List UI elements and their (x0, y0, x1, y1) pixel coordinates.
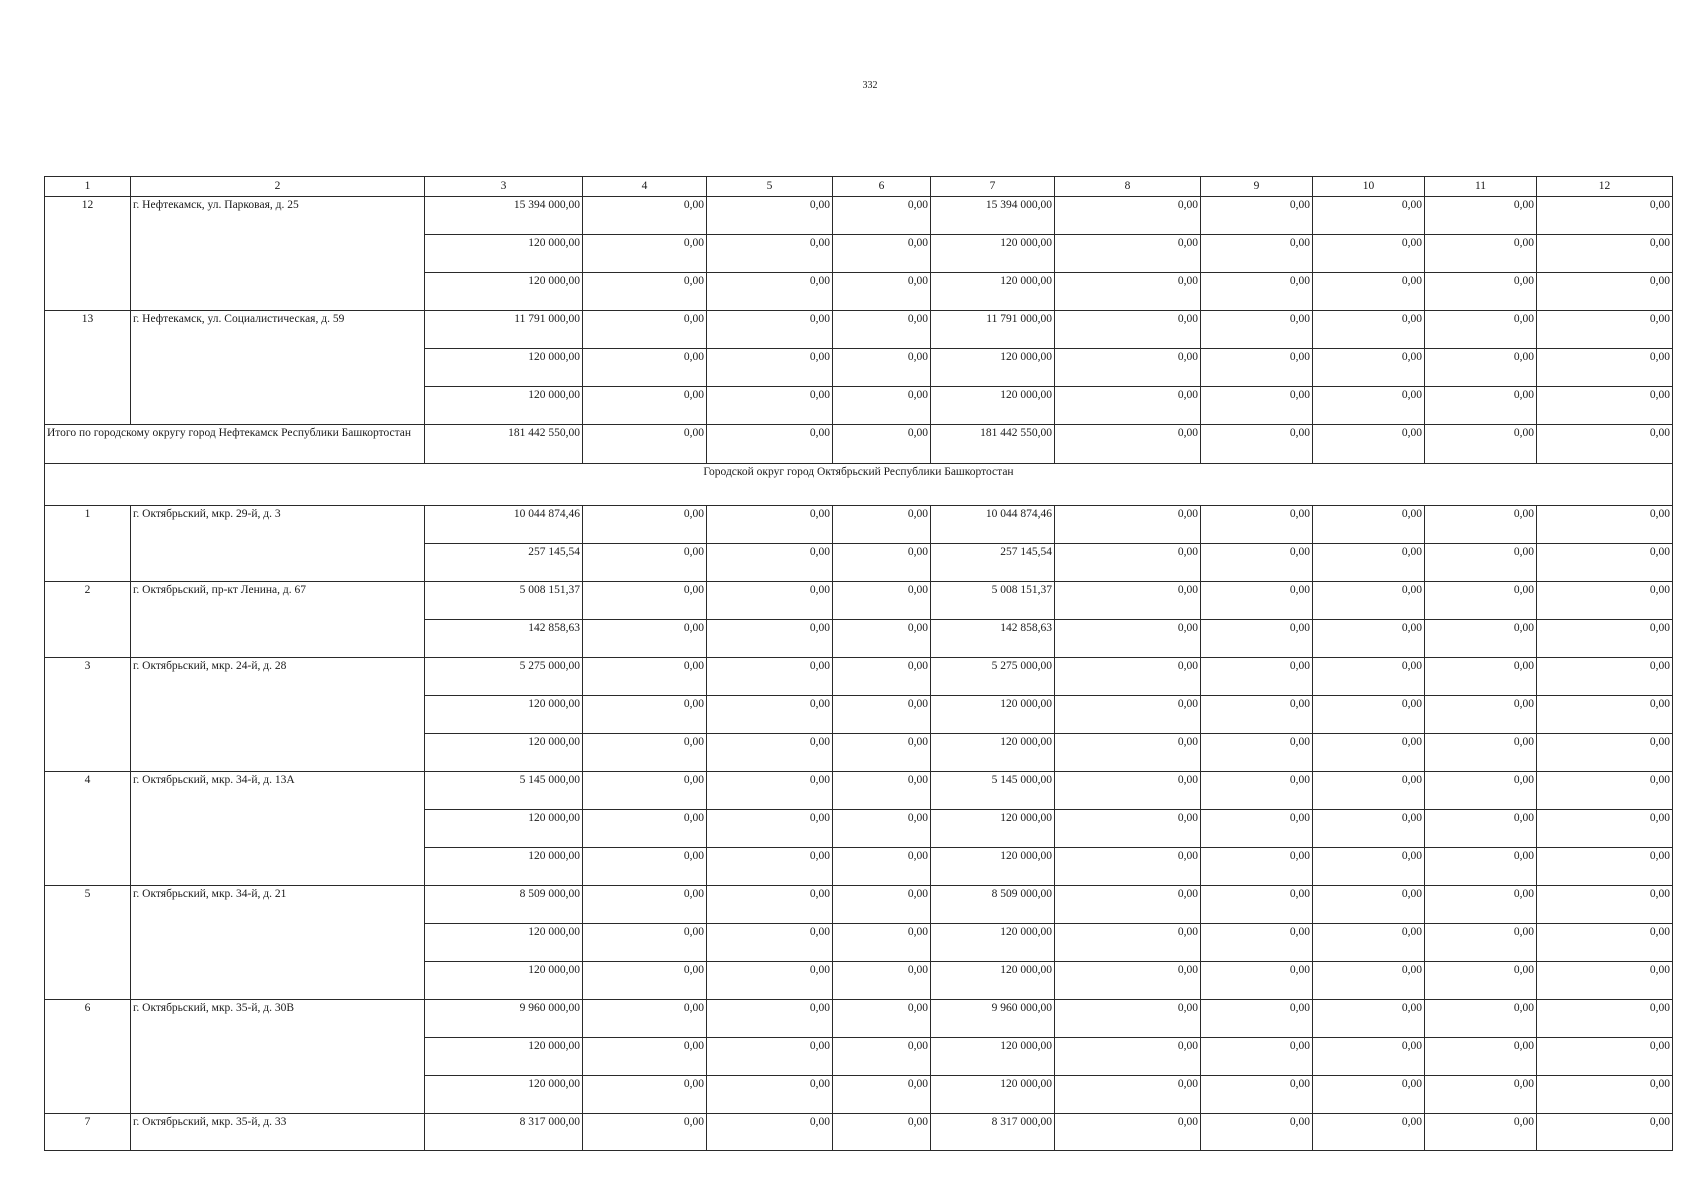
amount-cell: 0,00 (1425, 1038, 1537, 1076)
amount-cell: 120 000,00 (931, 734, 1055, 772)
table-body (45, 177, 1673, 1151)
amount-cell: 0,00 (1425, 197, 1537, 235)
amount-cell: 0,00 (1201, 810, 1313, 848)
row-index: 5 (45, 886, 131, 1000)
amount-cell: 0,00 (1537, 658, 1673, 696)
amount-cell: 0,00 (1201, 696, 1313, 734)
amount-cell: 0,00 (1425, 734, 1537, 772)
amount-cell: 0,00 (707, 387, 833, 425)
amount-cell: 0,00 (707, 962, 833, 1000)
amount-cell: 0,00 (1537, 848, 1673, 886)
amount-cell: 0,00 (707, 273, 833, 311)
amount-cell: 0,00 (1313, 924, 1425, 962)
amount-cell: 0,00 (1313, 349, 1425, 387)
amount-cell: 0,00 (583, 582, 707, 620)
amount-cell: 0,00 (1537, 273, 1673, 311)
amount-cell: 0,00 (1313, 848, 1425, 886)
amount-cell: 0,00 (833, 962, 931, 1000)
amount-cell: 0,00 (583, 734, 707, 772)
address-cell: г. Октябрьский, мкр. 29-й, д. 3 (131, 506, 425, 582)
amount-cell: 10 044 874,46 (931, 506, 1055, 544)
amount-cell: 0,00 (583, 311, 707, 349)
amount-cell: 0,00 (583, 387, 707, 425)
amount-cell: 0,00 (1055, 273, 1201, 311)
amount-cell: 0,00 (1201, 620, 1313, 658)
amount-cell: 5 275 000,00 (931, 658, 1055, 696)
amount-cell: 0,00 (833, 620, 931, 658)
column-number-header: 7 (931, 177, 1055, 197)
amount-cell: 0,00 (1313, 311, 1425, 349)
amount-cell: 0,00 (833, 772, 931, 810)
amount-cell: 0,00 (707, 506, 833, 544)
amount-cell: 0,00 (583, 506, 707, 544)
amount-cell: 120 000,00 (931, 1038, 1055, 1076)
address-cell: г. Октябрьский, мкр. 34-й, д. 13А (131, 772, 425, 886)
address-cell: г. Октябрьский, мкр. 35-й, д. 33 (131, 1114, 425, 1151)
amount-cell: 0,00 (1055, 1076, 1201, 1114)
amount-cell: 0,00 (583, 886, 707, 924)
row-index: 1 (45, 506, 131, 582)
amount-cell: 0,00 (583, 962, 707, 1000)
amount-cell: 0,00 (1425, 349, 1537, 387)
amount-cell: 0,00 (707, 658, 833, 696)
table-row (45, 1000, 1673, 1038)
amount-cell: 0,00 (1313, 962, 1425, 1000)
section-title: Городской округ город Октябрьский Республики Башкортостан (45, 464, 1673, 506)
amount-cell: 0,00 (1055, 506, 1201, 544)
amount-cell: 0,00 (1425, 620, 1537, 658)
amount-cell: 0,00 (1313, 658, 1425, 696)
amount-cell: 0,00 (1537, 506, 1673, 544)
address-cell: г. Октябрьский, мкр. 35-й, д. 30В (131, 1000, 425, 1114)
total-amount-cell: 0,00 (707, 425, 833, 464)
amount-cell: 15 394 000,00 (425, 197, 583, 235)
amount-cell: 0,00 (1313, 197, 1425, 235)
amount-cell: 0,00 (1425, 886, 1537, 924)
budget-table (44, 176, 1673, 1151)
amount-cell: 0,00 (833, 544, 931, 582)
amount-cell: 120 000,00 (931, 810, 1055, 848)
amount-cell: 0,00 (583, 544, 707, 582)
amount-cell: 0,00 (1313, 273, 1425, 311)
amount-cell: 0,00 (583, 810, 707, 848)
table-row (45, 1114, 1673, 1151)
amount-cell: 11 791 000,00 (425, 311, 583, 349)
amount-cell: 0,00 (1425, 582, 1537, 620)
row-index: 12 (45, 197, 131, 311)
amount-cell: 0,00 (1537, 772, 1673, 810)
column-number-header: 9 (1201, 177, 1313, 197)
amount-cell: 0,00 (1425, 962, 1537, 1000)
amount-cell: 0,00 (1425, 235, 1537, 273)
amount-cell: 0,00 (1201, 273, 1313, 311)
page-number: 332 (862, 80, 878, 91)
amount-cell: 8 317 000,00 (931, 1114, 1055, 1151)
amount-cell: 8 317 000,00 (425, 1114, 583, 1151)
amount-cell: 0,00 (1537, 810, 1673, 848)
amount-cell: 0,00 (1201, 962, 1313, 1000)
amount-cell: 0,00 (707, 772, 833, 810)
row-index: 3 (45, 658, 131, 772)
amount-cell: 0,00 (1055, 311, 1201, 349)
amount-cell: 120 000,00 (425, 273, 583, 311)
amount-cell: 257 145,54 (931, 544, 1055, 582)
amount-cell: 0,00 (707, 810, 833, 848)
amount-cell: 0,00 (1537, 1000, 1673, 1038)
amount-cell: 0,00 (1055, 387, 1201, 425)
column-number-header: 1 (45, 177, 131, 197)
amount-cell: 0,00 (833, 273, 931, 311)
amount-cell: 0,00 (583, 658, 707, 696)
amount-cell: 0,00 (833, 696, 931, 734)
row-index: 13 (45, 311, 131, 425)
amount-cell: 0,00 (707, 1038, 833, 1076)
amount-cell: 0,00 (1201, 506, 1313, 544)
amount-cell: 0,00 (1537, 311, 1673, 349)
amount-cell: 9 960 000,00 (425, 1000, 583, 1038)
amount-cell: 0,00 (707, 544, 833, 582)
address-cell: г. Октябрьский, мкр. 24-й, д. 28 (131, 658, 425, 772)
amount-cell: 0,00 (707, 620, 833, 658)
amount-cell: 0,00 (1425, 1114, 1537, 1151)
amount-cell: 0,00 (1537, 886, 1673, 924)
column-number-row (45, 177, 1673, 197)
table-row (45, 772, 1673, 810)
amount-cell: 0,00 (707, 197, 833, 235)
amount-cell: 0,00 (1425, 1000, 1537, 1038)
amount-cell: 0,00 (707, 734, 833, 772)
amount-cell: 0,00 (1537, 1038, 1673, 1076)
amount-cell: 0,00 (583, 1076, 707, 1114)
total-amount-cell: 181 442 550,00 (425, 425, 583, 464)
total-amount-cell: 181 442 550,00 (931, 425, 1055, 464)
amount-cell: 0,00 (1313, 886, 1425, 924)
amount-cell: 5 008 151,37 (931, 582, 1055, 620)
amount-cell: 0,00 (1055, 1000, 1201, 1038)
total-amount-cell: 0,00 (1537, 425, 1673, 464)
column-number-header: 12 (1537, 177, 1673, 197)
amount-cell: 0,00 (707, 924, 833, 962)
amount-cell: 0,00 (1055, 235, 1201, 273)
amount-cell: 0,00 (833, 1038, 931, 1076)
amount-cell: 0,00 (833, 582, 931, 620)
amount-cell: 0,00 (707, 311, 833, 349)
amount-cell: 0,00 (833, 848, 931, 886)
amount-cell: 0,00 (1537, 235, 1673, 273)
amount-cell: 120 000,00 (425, 924, 583, 962)
amount-cell: 0,00 (707, 1076, 833, 1114)
table-row (45, 197, 1673, 235)
amount-cell: 120 000,00 (425, 734, 583, 772)
amount-cell: 0,00 (1055, 696, 1201, 734)
amount-cell: 0,00 (1055, 886, 1201, 924)
amount-cell: 120 000,00 (425, 848, 583, 886)
amount-cell: 120 000,00 (425, 1038, 583, 1076)
amount-cell: 0,00 (1425, 1076, 1537, 1114)
address-cell: г. Нефтекамск, ул. Парковая, д. 25 (131, 197, 425, 311)
total-amount-cell: 0,00 (1425, 425, 1537, 464)
amount-cell: 0,00 (833, 349, 931, 387)
amount-cell: 0,00 (1313, 235, 1425, 273)
amount-cell: 0,00 (1313, 506, 1425, 544)
amount-cell: 0,00 (583, 1000, 707, 1038)
amount-cell: 0,00 (1313, 620, 1425, 658)
amount-cell: 0,00 (583, 349, 707, 387)
amount-cell: 0,00 (1313, 810, 1425, 848)
amount-cell: 0,00 (707, 349, 833, 387)
amount-cell: 0,00 (1313, 734, 1425, 772)
amount-cell: 120 000,00 (931, 962, 1055, 1000)
amount-cell: 120 000,00 (425, 1076, 583, 1114)
amount-cell: 120 000,00 (931, 349, 1055, 387)
amount-cell: 0,00 (833, 658, 931, 696)
amount-cell: 0,00 (1425, 506, 1537, 544)
amount-cell: 0,00 (1537, 349, 1673, 387)
total-label: Итого по городскому округу город Нефтекамск Республики Башкортостан (45, 425, 425, 464)
amount-cell: 120 000,00 (931, 387, 1055, 425)
amount-cell: 0,00 (1055, 848, 1201, 886)
table-row (45, 506, 1673, 544)
row-index: 2 (45, 582, 131, 658)
address-cell: г. Нефтекамск, ул. Социалистическая, д. 59 (131, 311, 425, 425)
address-cell: г. Октябрьский, мкр. 34-й, д. 21 (131, 886, 425, 1000)
amount-cell: 0,00 (833, 924, 931, 962)
table-row (45, 886, 1673, 924)
column-number-header: 3 (425, 177, 583, 197)
amount-cell: 0,00 (1537, 924, 1673, 962)
amount-cell: 0,00 (583, 620, 707, 658)
amount-cell: 0,00 (1201, 658, 1313, 696)
row-index: 6 (45, 1000, 131, 1114)
amount-cell: 0,00 (1313, 1000, 1425, 1038)
amount-cell: 0,00 (1425, 772, 1537, 810)
table-row (45, 582, 1673, 620)
row-index: 7 (45, 1114, 131, 1151)
total-amount-cell: 0,00 (1201, 425, 1313, 464)
amount-cell: 0,00 (583, 1038, 707, 1076)
amount-cell: 0,00 (1313, 1114, 1425, 1151)
amount-cell: 0,00 (833, 311, 931, 349)
amount-cell: 0,00 (1425, 273, 1537, 311)
total-amount-cell: 0,00 (833, 425, 931, 464)
amount-cell: 0,00 (1537, 1114, 1673, 1151)
amount-cell: 0,00 (833, 235, 931, 273)
amount-cell: 0,00 (1425, 544, 1537, 582)
amount-cell: 0,00 (707, 235, 833, 273)
amount-cell: 0,00 (1425, 810, 1537, 848)
amount-cell: 120 000,00 (425, 349, 583, 387)
amount-cell: 15 394 000,00 (931, 197, 1055, 235)
amount-cell: 0,00 (1055, 349, 1201, 387)
amount-cell: 0,00 (1201, 387, 1313, 425)
amount-cell: 5 008 151,37 (425, 582, 583, 620)
amount-cell: 0,00 (1425, 387, 1537, 425)
amount-cell: 0,00 (1201, 544, 1313, 582)
amount-cell: 0,00 (583, 235, 707, 273)
amount-cell: 142 858,63 (931, 620, 1055, 658)
amount-cell: 0,00 (1201, 582, 1313, 620)
amount-cell: 5 145 000,00 (425, 772, 583, 810)
table-row (45, 311, 1673, 349)
amount-cell: 0,00 (1201, 1038, 1313, 1076)
amount-cell: 0,00 (1055, 734, 1201, 772)
amount-cell: 0,00 (833, 506, 931, 544)
amount-cell: 0,00 (1201, 235, 1313, 273)
amount-cell: 120 000,00 (931, 235, 1055, 273)
column-number-header: 2 (131, 177, 425, 197)
amount-cell: 0,00 (833, 1000, 931, 1038)
amount-cell: 0,00 (1055, 544, 1201, 582)
amount-cell: 11 791 000,00 (931, 311, 1055, 349)
section-row (45, 464, 1673, 506)
amount-cell: 0,00 (1313, 696, 1425, 734)
amount-cell: 257 145,54 (425, 544, 583, 582)
column-number-header: 10 (1313, 177, 1425, 197)
amount-cell: 0,00 (1201, 1000, 1313, 1038)
amount-cell: 0,00 (1313, 544, 1425, 582)
amount-cell: 8 509 000,00 (425, 886, 583, 924)
table-row (45, 658, 1673, 696)
amount-cell: 0,00 (1537, 582, 1673, 620)
amount-cell: 8 509 000,00 (931, 886, 1055, 924)
amount-cell: 0,00 (833, 1076, 931, 1114)
amount-cell: 0,00 (833, 387, 931, 425)
amount-cell: 0,00 (1425, 696, 1537, 734)
amount-cell: 0,00 (707, 1000, 833, 1038)
amount-cell: 0,00 (1055, 810, 1201, 848)
amount-cell: 0,00 (833, 810, 931, 848)
amount-cell: 0,00 (1055, 772, 1201, 810)
amount-cell: 120 000,00 (931, 1076, 1055, 1114)
amount-cell: 0,00 (1313, 772, 1425, 810)
total-row (45, 425, 1673, 464)
amount-cell: 0,00 (583, 197, 707, 235)
column-number-header: 4 (583, 177, 707, 197)
amount-cell: 0,00 (1313, 387, 1425, 425)
amount-cell: 0,00 (707, 886, 833, 924)
amount-cell: 120 000,00 (931, 848, 1055, 886)
amount-cell: 0,00 (833, 1114, 931, 1151)
amount-cell: 0,00 (583, 273, 707, 311)
amount-cell: 0,00 (1201, 886, 1313, 924)
amount-cell: 0,00 (583, 848, 707, 886)
amount-cell: 0,00 (1201, 848, 1313, 886)
amount-cell: 0,00 (583, 696, 707, 734)
amount-cell: 0,00 (1537, 620, 1673, 658)
amount-cell: 0,00 (707, 1114, 833, 1151)
total-amount-cell: 0,00 (583, 425, 707, 464)
amount-cell: 0,00 (1537, 1076, 1673, 1114)
amount-cell: 0,00 (1055, 1038, 1201, 1076)
amount-cell: 0,00 (1201, 349, 1313, 387)
amount-cell: 120 000,00 (931, 924, 1055, 962)
amount-cell: 0,00 (1313, 582, 1425, 620)
amount-cell: 120 000,00 (425, 387, 583, 425)
amount-cell: 0,00 (1201, 311, 1313, 349)
amount-cell: 0,00 (1201, 197, 1313, 235)
amount-cell: 0,00 (1055, 620, 1201, 658)
amount-cell: 0,00 (1425, 924, 1537, 962)
amount-cell: 120 000,00 (931, 696, 1055, 734)
amount-cell: 0,00 (707, 848, 833, 886)
amount-cell: 5 145 000,00 (931, 772, 1055, 810)
column-number-header: 6 (833, 177, 931, 197)
amount-cell: 120 000,00 (425, 235, 583, 273)
amount-cell: 0,00 (1055, 1114, 1201, 1151)
total-amount-cell: 0,00 (1055, 425, 1201, 464)
amount-cell: 0,00 (833, 197, 931, 235)
amount-cell: 0,00 (1313, 1076, 1425, 1114)
amount-cell: 0,00 (1313, 1038, 1425, 1076)
amount-cell: 10 044 874,46 (425, 506, 583, 544)
column-number-header: 11 (1425, 177, 1537, 197)
address-cell: г. Октябрьский, пр-кт Ленина, д. 67 (131, 582, 425, 658)
row-index: 4 (45, 772, 131, 886)
amount-cell: 0,00 (1537, 197, 1673, 235)
amount-cell: 0,00 (1537, 696, 1673, 734)
amount-cell: 0,00 (833, 734, 931, 772)
amount-cell: 0,00 (1537, 387, 1673, 425)
amount-cell: 120 000,00 (425, 962, 583, 1000)
column-number-header: 5 (707, 177, 833, 197)
amount-cell: 0,00 (707, 582, 833, 620)
amount-cell: 0,00 (1055, 962, 1201, 1000)
amount-cell: 0,00 (833, 886, 931, 924)
amount-cell: 0,00 (1055, 582, 1201, 620)
amount-cell: 120 000,00 (425, 696, 583, 734)
amount-cell: 0,00 (1201, 1076, 1313, 1114)
amount-cell: 0,00 (1537, 544, 1673, 582)
amount-cell: 120 000,00 (931, 273, 1055, 311)
amount-cell: 0,00 (583, 1114, 707, 1151)
amount-cell: 0,00 (707, 696, 833, 734)
amount-cell: 0,00 (583, 924, 707, 962)
column-number-header: 8 (1055, 177, 1201, 197)
amount-cell: 0,00 (1425, 658, 1537, 696)
amount-cell: 9 960 000,00 (931, 1000, 1055, 1038)
amount-cell: 142 858,63 (425, 620, 583, 658)
amount-cell: 0,00 (1537, 962, 1673, 1000)
amount-cell: 0,00 (1055, 197, 1201, 235)
amount-cell: 0,00 (1201, 772, 1313, 810)
amount-cell: 0,00 (1055, 658, 1201, 696)
amount-cell: 0,00 (1201, 1114, 1313, 1151)
amount-cell: 120 000,00 (425, 810, 583, 848)
amount-cell: 0,00 (1201, 924, 1313, 962)
amount-cell: 0,00 (1425, 848, 1537, 886)
amount-cell: 0,00 (1055, 924, 1201, 962)
amount-cell: 0,00 (583, 772, 707, 810)
amount-cell: 5 275 000,00 (425, 658, 583, 696)
amount-cell: 0,00 (1537, 734, 1673, 772)
amount-cell: 0,00 (1425, 311, 1537, 349)
total-amount-cell: 0,00 (1313, 425, 1425, 464)
amount-cell: 0,00 (1201, 734, 1313, 772)
